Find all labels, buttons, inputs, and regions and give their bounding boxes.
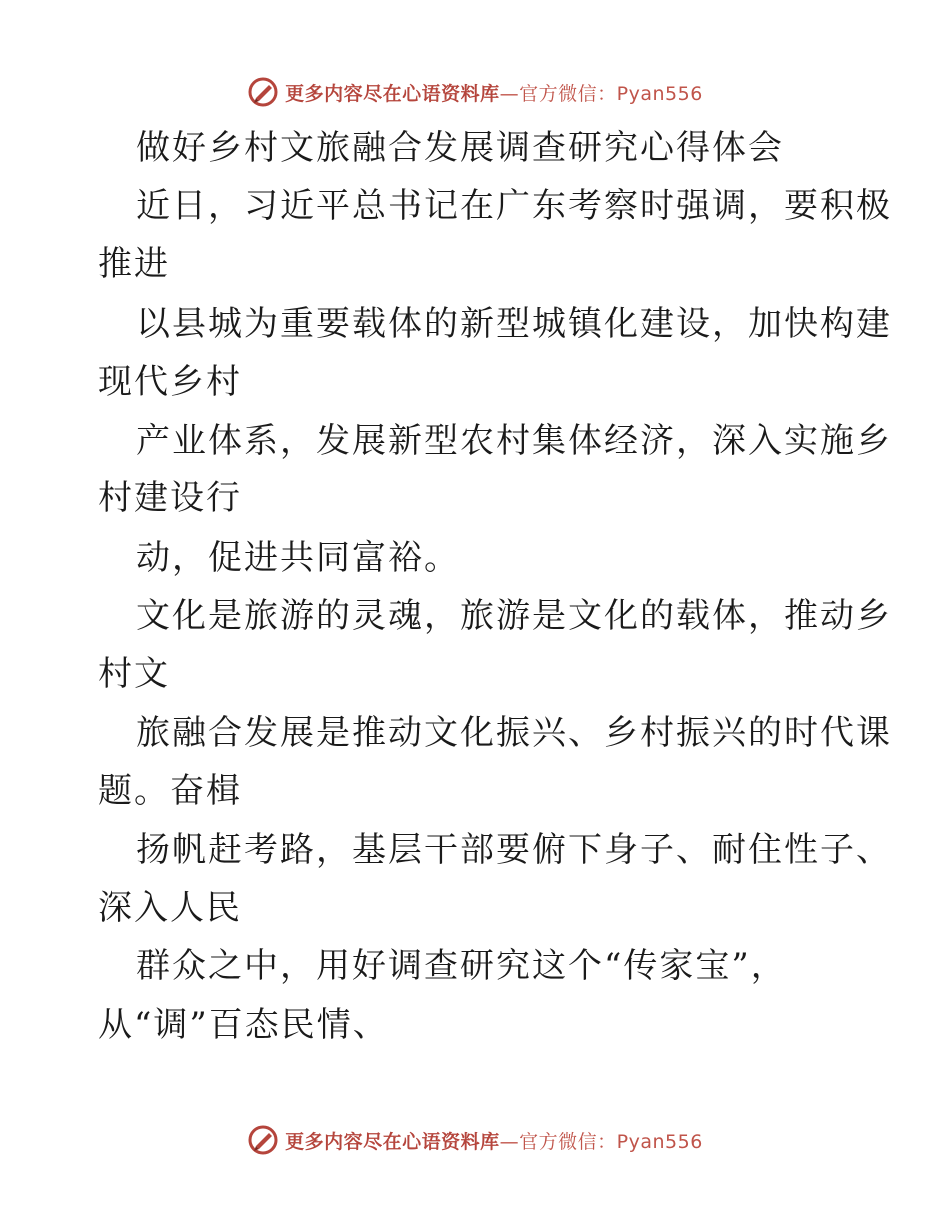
paragraph-line: 以县城为重要载体的新型城镇化建设，加快构建: [136, 304, 892, 344]
pen-logo-icon: [247, 76, 279, 108]
paragraph-line: 产业体系，发展新型农村集体经济，深入实施乡: [136, 421, 892, 461]
paragraph-line: 近日，习近平总书记在广东考察时强调，要积极: [136, 186, 892, 226]
header-banner-sub: —官方微信：Pyan556: [499, 82, 703, 105]
paragraph-line: 文化是旅游的灵魂，旅游是文化的载体，推动乡: [136, 596, 892, 636]
paragraph-line: 扬帆赶考路，基层干部要俯下身子、耐住性子、: [136, 830, 892, 870]
pen-logo-icon: [247, 1124, 279, 1156]
header-banner-text: 更多内容尽在心语资料库: [285, 82, 500, 105]
paragraph-line: 旅融合发展是推动文化振兴、乡村振兴的时代课: [136, 713, 892, 753]
header-watermark-banner: [0, 72, 950, 112]
footer-banner-sub: —官方微信：Pyan556: [499, 1130, 703, 1153]
document-title: 做好乡村文旅融合发展调查研究心得体会: [136, 128, 784, 168]
paragraph-line: 群众之中，用好调查研究这个“传家宝”，: [136, 946, 787, 986]
paragraph-line: 现代乡村: [98, 362, 242, 402]
paragraph-line: 村建设行: [98, 478, 242, 518]
footer-watermark-banner: [0, 1120, 950, 1160]
paragraph-line: 深入人民: [98, 888, 242, 928]
paragraph-line: 题。奋楫: [98, 771, 242, 811]
paragraph-line: 从“调”百态民情、: [98, 1005, 389, 1045]
paragraph-line: 推进: [98, 244, 170, 284]
footer-banner-text: 更多内容尽在心语资料库: [285, 1130, 500, 1153]
paragraph-line: 动，促进共同富裕。: [136, 538, 460, 578]
paragraph-line: 村文: [98, 654, 170, 694]
